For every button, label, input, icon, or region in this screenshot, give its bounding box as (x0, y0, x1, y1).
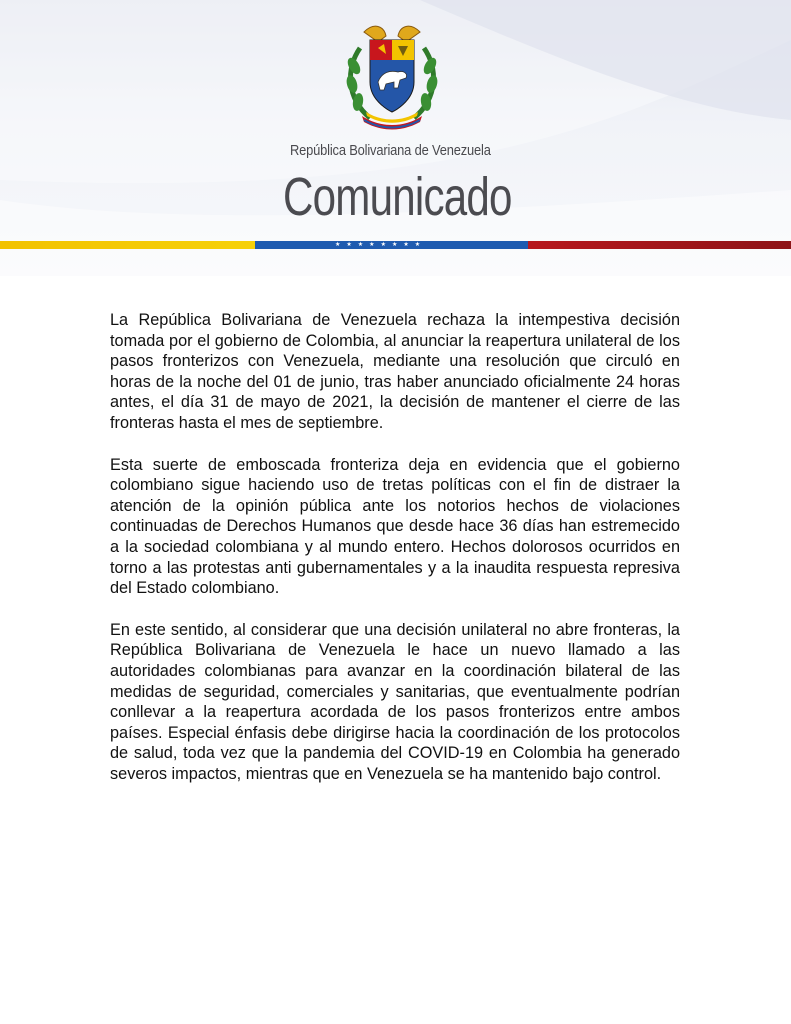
flag-red-stripe (528, 241, 791, 249)
issuer-subtitle: República Bolivariana de Venezuela (290, 142, 491, 159)
document-title: Comunicado (283, 167, 512, 227)
star-icon: ★ (380, 242, 386, 248)
flag-yellow-stripe (0, 241, 255, 249)
coat-of-arms-icon (340, 18, 444, 132)
star-icon: ★ (414, 242, 421, 248)
star-icon: ★ (357, 242, 364, 248)
star-icon: ★ (391, 242, 398, 248)
letterhead (0, 0, 791, 276)
star-icon: ★ (369, 242, 375, 248)
paragraph-2: Esta suerte de emboscada fronteriza deja en evidencia que el gobierno colombiano sigue haciendo uso de tretas políticas con el fin de distraer la atención de la opinión pública ante los notorios hechos de violaciones continuadas de Derechos Humanos que desde hace 36 días han estremecido a la sociedad colombiana y al mundo entero. Hechos dolorosos ocurridos en torno a las protestas anti gubernamentales y a la inaudita respuesta represiva del Estado colombiano. (110, 455, 680, 598)
star-icon: ★ (346, 242, 352, 248)
paragraph-1: La República Bolivariana de Venezuela rechaza la intempestiva decisión tomada por el gobierno de Colombia, al anunciar la reapertura unilateral de los pasos fronterizos con Venezuela, mediante una resolución que circuló en horas de la noche del 01 de junio, tras haber anunciado oficialmente 24 horas antes, el día 31 de mayo de 2021, la decisión de mantener el cierre de las fronteras hasta el mes de septiembre. (110, 311, 680, 432)
star-icon: ★ (335, 242, 341, 248)
communique-body (110, 310, 680, 805)
star-icon: ★ (403, 242, 409, 248)
flag-stars (335, 241, 420, 249)
paragraph-3: En este sentido, al considerar que una decisión unilateral no abre fronteras, la República Bolivariana de Venezuela le hace un nuevo llamado a las autoridades colombianas para avanzar en la coordinación bilateral de las medidas de seguridad, comerciales y sanitarias, que eventualmente podrían conllevar a la reapertura acordada de los pasos fronterizos entre ambos países. Especial énfasis debe dirigirse hacia la coordinación de los protocolos de salud, toda vez que la pandemia del COVID-19 en Colombia ha generado severos impactos, mientras que en Venezuela se ha mantenido bajo control. (110, 620, 680, 783)
